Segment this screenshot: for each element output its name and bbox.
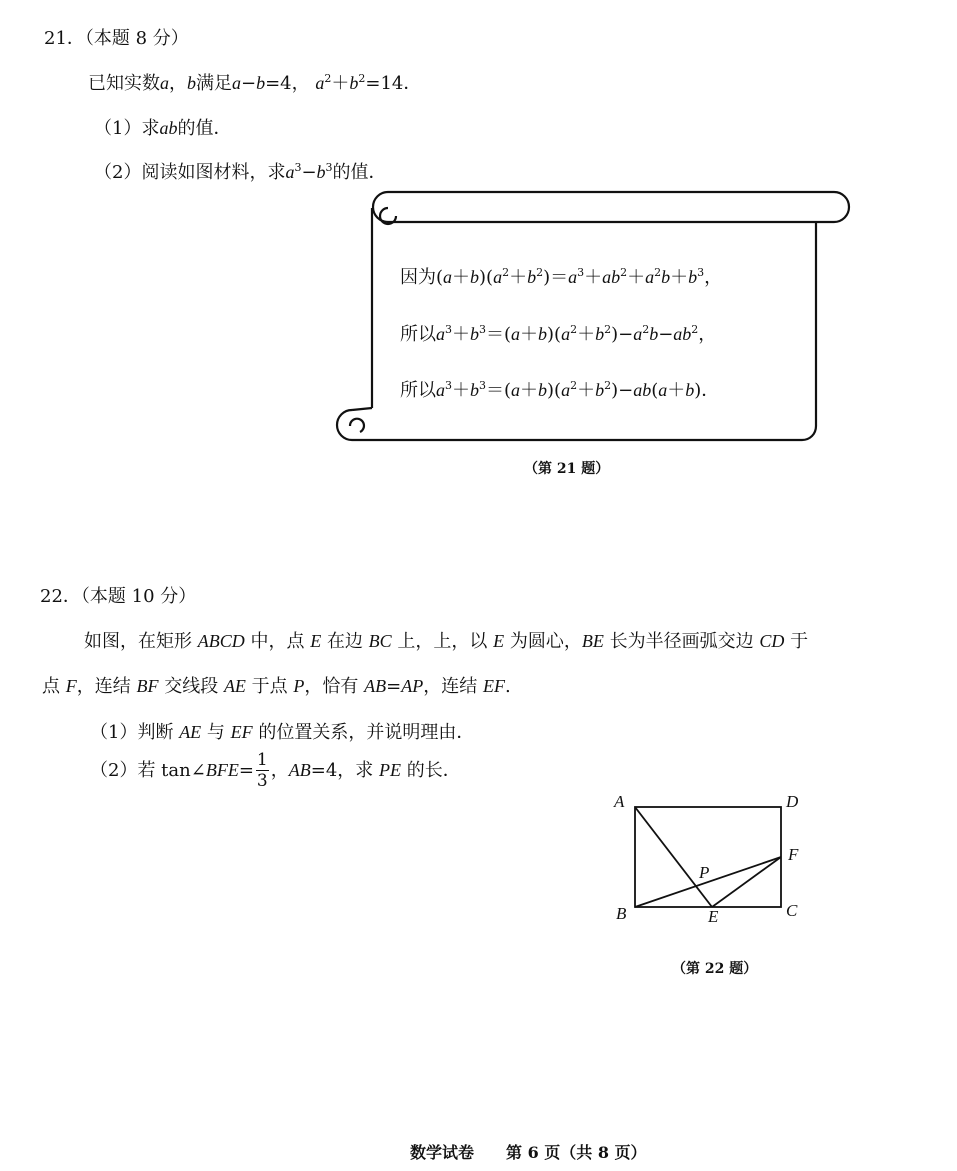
scroll-line-2: 所以$a^3+b^3=(a+b)(a^2+b^2)-a^2b-ab^2$， bbox=[400, 323, 717, 345]
q22-stem-line2: 点 F，连结 BF 交线段 AE 于点 P，恰有 AB=AP，连结 EF. bbox=[42, 676, 511, 697]
label-e: E bbox=[708, 907, 719, 926]
rectangle-abcd bbox=[635, 807, 781, 907]
q21-part2: （2）阅读如图材料，求$a^3-b^3$的值． bbox=[94, 161, 387, 183]
label-b: B bbox=[616, 904, 627, 923]
segment-ef bbox=[712, 857, 781, 907]
scroll-line-1: 因为$(a+b)(a^2+b^2)=a^3+ab^2+a^2b+b^3$， bbox=[400, 266, 723, 288]
q21-stem: 已知实数a，b满足a−b=4， $a^2+b^2=14$． bbox=[88, 72, 422, 94]
q22-header: 22．（本题 10 分） bbox=[40, 586, 197, 607]
label-c: C bbox=[786, 901, 798, 920]
page-footer: 数学试卷 第 6 页（共 8 页） bbox=[410, 1143, 647, 1162]
label-d: D bbox=[786, 792, 799, 811]
label-f: F bbox=[788, 845, 799, 864]
q22-part1: （1）判断 AE 与 EF 的位置关系，并说明理由． bbox=[90, 722, 475, 743]
fraction-one-third: $\frac{1}{3}$ bbox=[256, 750, 268, 791]
segment-ae bbox=[635, 807, 712, 907]
scroll-frame bbox=[330, 186, 860, 448]
label-a: A bbox=[614, 792, 625, 811]
q21-header: 21．（本题 8 分） bbox=[44, 28, 189, 49]
q21-part1: （1）求ab的值． bbox=[94, 118, 232, 139]
scroll-line-3: 所以$a^3+b^3=(a+b)(a^2+b^2)-ab(a+b)$． bbox=[400, 379, 720, 401]
q21-caption: （第 21 题） bbox=[524, 461, 610, 477]
q22-stem-line1: 如图，在矩形 ABCD 中，点 E 在边 BC 上，上，以 E 为圆心，BE 长为半径画弧交边 CD 于 bbox=[84, 631, 809, 652]
q22-figure bbox=[600, 786, 820, 936]
q22-part2: （2）若 tan∠BFE= $\frac{1}{3}$ ，AB=4，求 PE 的长． bbox=[90, 750, 461, 791]
q22-caption: （第 22 题） bbox=[672, 961, 758, 977]
label-p: P bbox=[699, 863, 710, 882]
